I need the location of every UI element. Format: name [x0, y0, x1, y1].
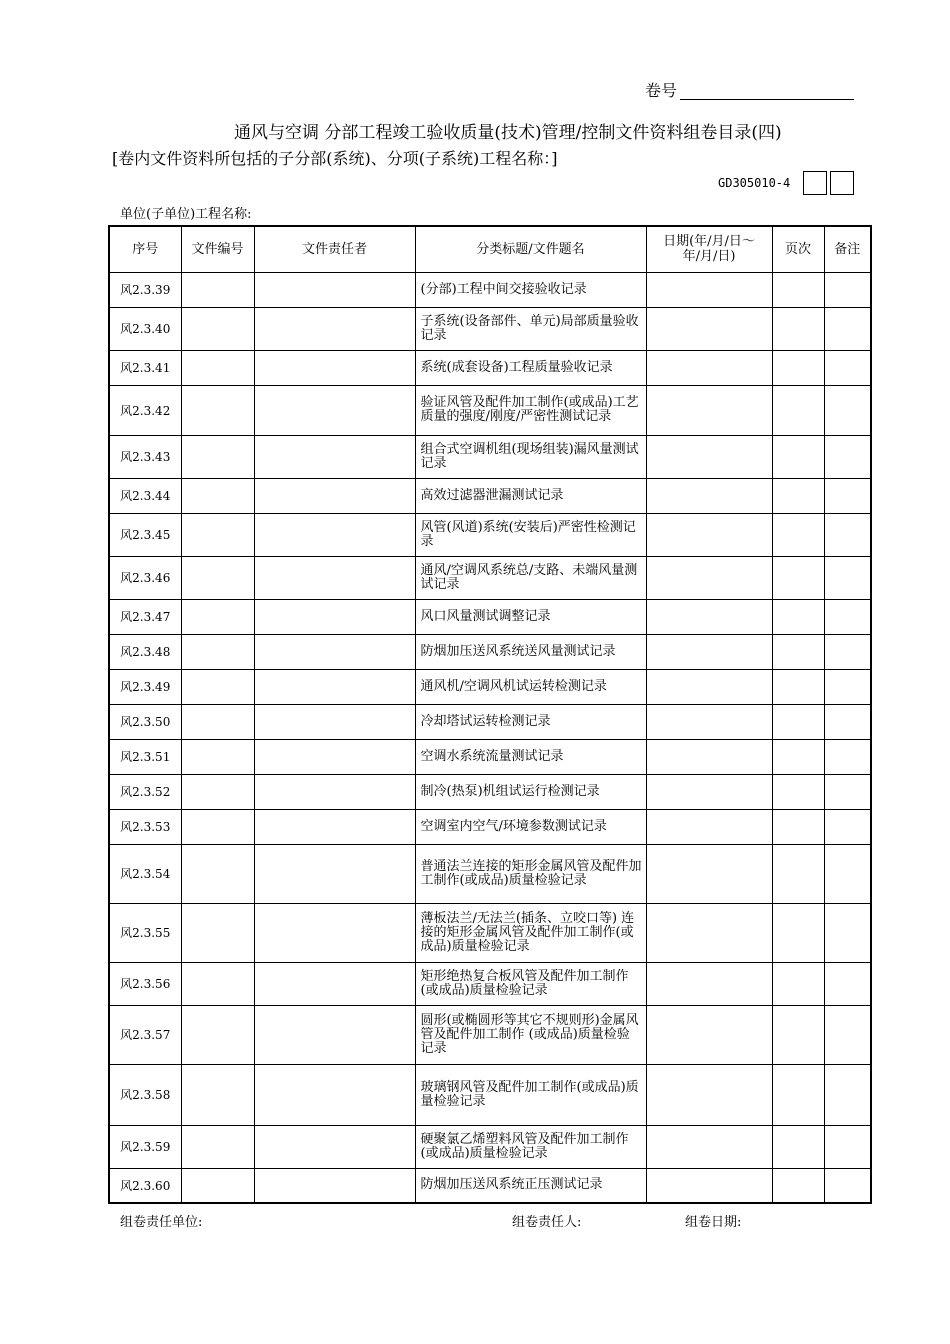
responsible-cell[interactable]	[254, 962, 415, 1005]
responsible-cell[interactable]	[254, 272, 415, 307]
table-row	[109, 272, 871, 307]
date-cell[interactable]	[646, 556, 772, 599]
row-title: 风口风量测试调整记录	[415, 599, 646, 634]
code-box-1[interactable]	[803, 171, 827, 195]
page-cell[interactable]	[772, 809, 824, 844]
file-no-cell[interactable]	[181, 307, 254, 350]
date-cell[interactable]	[646, 307, 772, 350]
row-number: 风2.3.59	[109, 1125, 181, 1168]
responsible-cell[interactable]	[254, 350, 415, 385]
row-number: 风2.3.60	[109, 1168, 181, 1203]
page-cell[interactable]	[772, 272, 824, 307]
date-cell[interactable]	[646, 272, 772, 307]
file-no-cell[interactable]	[181, 844, 254, 903]
responsible-cell[interactable]	[254, 435, 415, 478]
page-cell[interactable]	[772, 903, 824, 962]
row-title: 薄板法兰/无法兰(插条、立咬口等) 连接的矩形金属风管及配件加工制作(或成品)质量检验记录	[415, 903, 646, 962]
row-number: 风2.3.47	[109, 599, 181, 634]
page-cell[interactable]	[772, 1168, 824, 1203]
table-row	[109, 599, 871, 634]
row-title: 防烟加压送风系统正压测试记录	[415, 1168, 646, 1203]
page-cell[interactable]	[772, 478, 824, 513]
footer-unit-label: 组卷责任单位:	[120, 1215, 203, 1230]
page-cell[interactable]	[772, 774, 824, 809]
footer-person-label: 组卷责任人:	[512, 1215, 582, 1230]
responsible-cell[interactable]	[254, 669, 415, 704]
page-cell[interactable]	[772, 634, 824, 669]
row-number: 风2.3.54	[109, 844, 181, 903]
row-number: 风2.3.50	[109, 704, 181, 739]
page-cell[interactable]	[772, 704, 824, 739]
page-cell[interactable]	[772, 435, 824, 478]
document-subtitle: [卷内文件资料所包括的子分部(系统)、分项(子系统)工程名称：]	[112, 149, 558, 168]
remark-cell[interactable]	[824, 844, 871, 903]
file-no-cell[interactable]	[181, 1064, 254, 1125]
remark-cell[interactable]	[824, 1064, 871, 1125]
responsible-cell[interactable]	[254, 307, 415, 350]
row-number: 风2.3.56	[109, 962, 181, 1005]
page-cell[interactable]	[772, 513, 824, 556]
date-cell[interactable]	[646, 844, 772, 903]
file-no-cell[interactable]	[181, 1005, 254, 1064]
page-cell[interactable]	[772, 669, 824, 704]
row-number: 风2.3.51	[109, 739, 181, 774]
responsible-cell[interactable]	[254, 844, 415, 903]
remark-cell[interactable]	[824, 704, 871, 739]
responsible-cell[interactable]	[254, 774, 415, 809]
responsible-cell[interactable]	[254, 385, 415, 435]
date-cell[interactable]	[646, 739, 772, 774]
row-title: 通风/空调风系统总/支路、未端风量测试记录	[415, 556, 646, 599]
table-row	[109, 1168, 871, 1203]
remark-cell[interactable]	[824, 307, 871, 350]
row-number: 风2.3.46	[109, 556, 181, 599]
date-cell[interactable]	[646, 513, 772, 556]
row-title: 空调室内空气/环境参数测试记录	[415, 809, 646, 844]
file-no-cell[interactable]	[181, 634, 254, 669]
page-cell[interactable]	[772, 307, 824, 350]
responsible-cell[interactable]	[254, 478, 415, 513]
row-title: 防烟加压送风系统送风量测试记录	[415, 634, 646, 669]
row-number: 风2.3.42	[109, 385, 181, 435]
date-cell[interactable]	[646, 774, 772, 809]
file-no-cell[interactable]	[181, 1168, 254, 1203]
row-title: 通风机/空调风机试运转检测记录	[415, 669, 646, 704]
row-number: 风2.3.39	[109, 272, 181, 307]
page-cell[interactable]	[772, 962, 824, 1005]
row-title: 风管(风道)系统(安装后)严密性检测记录	[415, 513, 646, 556]
row-title: 普通法兰连接的矩形金属风管及配件加工制作(或成品)质量检验记录	[415, 844, 646, 903]
catalog-table	[108, 225, 872, 1204]
remark-cell[interactable]	[824, 739, 871, 774]
table-row	[109, 844, 871, 903]
table-row	[109, 704, 871, 739]
responsible-cell[interactable]	[254, 704, 415, 739]
date-cell[interactable]	[646, 1064, 772, 1125]
row-title: 空调水系统流量测试记录	[415, 739, 646, 774]
row-number: 风2.3.48	[109, 634, 181, 669]
row-title: 矩形绝热复合板风管及配件加工制作(或成品)质量检验记录	[415, 962, 646, 1005]
table-row	[109, 903, 871, 962]
remark-cell[interactable]	[824, 556, 871, 599]
file-no-cell[interactable]	[181, 962, 254, 1005]
table-row	[109, 385, 871, 435]
remark-cell[interactable]	[824, 1168, 871, 1203]
page-cell[interactable]	[772, 1125, 824, 1168]
table-row	[109, 307, 871, 350]
page-cell[interactable]	[772, 739, 824, 774]
table-header-row	[109, 226, 871, 272]
row-title: (分部)工程中间交接验收记录	[415, 272, 646, 307]
file-no-cell[interactable]	[181, 1125, 254, 1168]
date-cell[interactable]	[646, 962, 772, 1005]
page-cell[interactable]	[772, 844, 824, 903]
row-number: 风2.3.45	[109, 513, 181, 556]
file-no-cell[interactable]	[181, 513, 254, 556]
remark-cell[interactable]	[824, 903, 871, 962]
row-number: 风2.3.40	[109, 307, 181, 350]
table-row	[109, 1005, 871, 1064]
row-number: 风2.3.53	[109, 809, 181, 844]
remark-cell[interactable]	[824, 513, 871, 556]
row-number: 风2.3.44	[109, 478, 181, 513]
remark-cell[interactable]	[824, 634, 871, 669]
volume-number-label: 卷号	[645, 81, 678, 100]
responsible-cell[interactable]	[254, 739, 415, 774]
unit-name-label: 单位(子单位)工程名称:	[120, 207, 252, 222]
date-cell[interactable]	[646, 903, 772, 962]
page-cell[interactable]	[772, 350, 824, 385]
remark-cell[interactable]	[824, 962, 871, 1005]
row-title: 系统(成套设备)工程质量验收记录	[415, 350, 646, 385]
document-title: 通风与空调 分部工程竣工验收质量(技术)管理/控制文件资料组卷目录(四)	[234, 123, 782, 143]
header-file-no: 文件编号	[181, 226, 254, 272]
header-responsible: 文件责任者	[254, 226, 415, 272]
responsible-cell[interactable]	[254, 513, 415, 556]
table-row	[109, 556, 871, 599]
row-number: 风2.3.52	[109, 774, 181, 809]
file-no-cell[interactable]	[181, 435, 254, 478]
file-no-cell[interactable]	[181, 669, 254, 704]
table-row	[109, 350, 871, 385]
date-cell[interactable]	[646, 385, 772, 435]
file-no-cell[interactable]	[181, 350, 254, 385]
row-title: 高效过滤器泄漏测试记录	[415, 478, 646, 513]
header-title: 分类标题/文件题名	[415, 226, 646, 272]
responsible-cell[interactable]	[254, 1125, 415, 1168]
file-no-cell[interactable]	[181, 774, 254, 809]
responsible-cell[interactable]	[254, 599, 415, 634]
row-title: 制冷(热泵)机组试运行检测记录	[415, 774, 646, 809]
table-row	[109, 669, 871, 704]
row-title: 玻璃钢风管及配件加工制作(或成品)质量检验记录	[415, 1064, 646, 1125]
table-row	[109, 478, 871, 513]
header-no: 序号	[109, 226, 181, 272]
responsible-cell[interactable]	[254, 556, 415, 599]
remark-cell[interactable]	[824, 272, 871, 307]
date-cell[interactable]	[646, 478, 772, 513]
header-remark: 备注	[824, 226, 871, 272]
remark-cell[interactable]	[824, 809, 871, 844]
row-title: 组合式空调机组(现场组装)漏风量测试记录	[415, 435, 646, 478]
row-title: 子系统(设备部件、单元)局部质量验收记录	[415, 307, 646, 350]
row-number: 风2.3.43	[109, 435, 181, 478]
row-number: 风2.3.55	[109, 903, 181, 962]
file-no-cell[interactable]	[181, 599, 254, 634]
date-cell[interactable]	[646, 350, 772, 385]
table-row	[109, 513, 871, 556]
table-row	[109, 1125, 871, 1168]
footer-date-label: 组卷日期:	[685, 1215, 742, 1230]
row-number: 风2.3.58	[109, 1064, 181, 1125]
table-row	[109, 739, 871, 774]
file-no-cell[interactable]	[181, 478, 254, 513]
responsible-cell[interactable]	[254, 1168, 415, 1203]
row-title: 圆形(或椭圆形等其它不规则形)金属风管及配件加工制作 (或成品)质量检验记录	[415, 1005, 646, 1064]
remark-cell[interactable]	[824, 599, 871, 634]
responsible-cell[interactable]	[254, 903, 415, 962]
file-no-cell[interactable]	[181, 903, 254, 962]
row-title: 硬聚氯乙烯塑料风管及配件加工制作(或成品)质量检验记录	[415, 1125, 646, 1168]
date-cell[interactable]	[646, 1005, 772, 1064]
responsible-cell[interactable]	[254, 1064, 415, 1125]
date-cell[interactable]	[646, 704, 772, 739]
remark-cell[interactable]	[824, 669, 871, 704]
volume-number-field[interactable]	[680, 99, 854, 100]
code-box-2[interactable]	[830, 171, 854, 195]
date-cell[interactable]	[646, 634, 772, 669]
file-no-cell[interactable]	[181, 272, 254, 307]
file-no-cell[interactable]	[181, 739, 254, 774]
table-row	[109, 962, 871, 1005]
page-cell[interactable]	[772, 1064, 824, 1125]
file-no-cell[interactable]	[181, 809, 254, 844]
page-cell[interactable]	[772, 599, 824, 634]
date-cell[interactable]	[646, 669, 772, 704]
remark-cell[interactable]	[824, 1005, 871, 1064]
page-cell[interactable]	[772, 1005, 824, 1064]
remark-cell[interactable]	[824, 1125, 871, 1168]
date-cell[interactable]	[646, 599, 772, 634]
row-title: 验证风管及配件加工制作(或成品)工艺质量的强度/刚度/严密性测试记录	[415, 385, 646, 435]
remark-cell[interactable]	[824, 478, 871, 513]
date-cell[interactable]	[646, 435, 772, 478]
remark-cell[interactable]	[824, 774, 871, 809]
form-code: GD305010-4	[718, 176, 791, 190]
remark-cell[interactable]	[824, 435, 871, 478]
row-title: 冷却塔试运转检测记录	[415, 704, 646, 739]
row-number: 风2.3.49	[109, 669, 181, 704]
row-number: 风2.3.41	[109, 350, 181, 385]
table-row	[109, 774, 871, 809]
page-cell[interactable]	[772, 556, 824, 599]
table-row	[109, 809, 871, 844]
file-no-cell[interactable]	[181, 556, 254, 599]
responsible-cell[interactable]	[254, 634, 415, 669]
row-number: 风2.3.57	[109, 1005, 181, 1064]
date-cell[interactable]	[646, 1125, 772, 1168]
remark-cell[interactable]	[824, 350, 871, 385]
header-page: 页次	[772, 226, 824, 272]
date-cell[interactable]	[646, 1168, 772, 1203]
file-no-cell[interactable]	[181, 704, 254, 739]
page-cell[interactable]	[772, 385, 824, 435]
file-no-cell[interactable]	[181, 385, 254, 435]
date-cell[interactable]	[646, 809, 772, 844]
table-row	[109, 435, 871, 478]
header-date: 日期(年/月/日～年/月/日)	[646, 226, 772, 272]
table-row	[109, 634, 871, 669]
table-row	[109, 1064, 871, 1125]
responsible-cell[interactable]	[254, 809, 415, 844]
responsible-cell[interactable]	[254, 1005, 415, 1064]
remark-cell[interactable]	[824, 385, 871, 435]
